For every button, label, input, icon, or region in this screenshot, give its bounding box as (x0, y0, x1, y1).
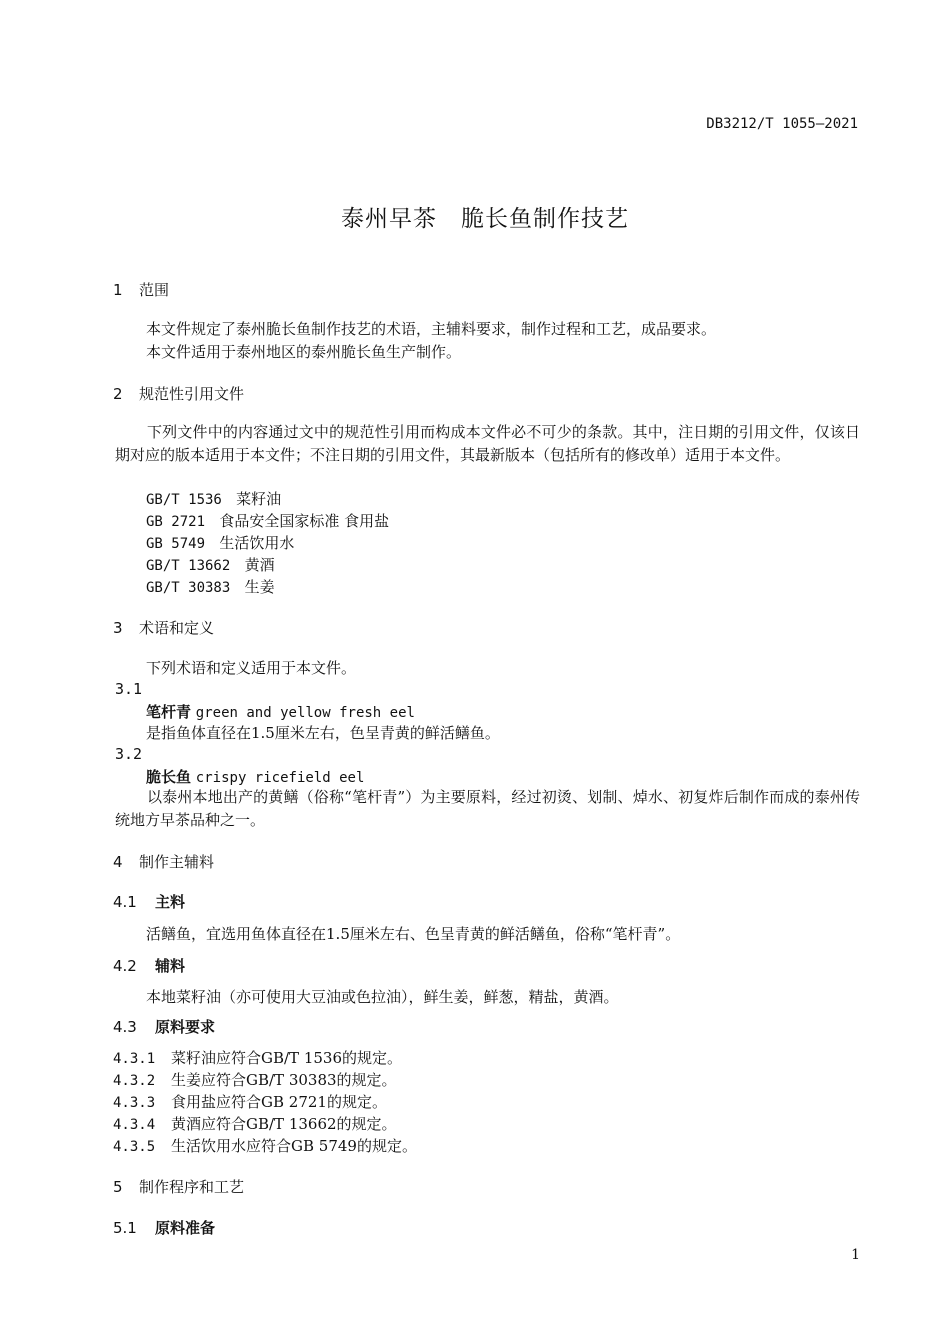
document-number: DB3212/T 1055—2021 (706, 116, 858, 132)
reference-name: 黄酒 (244, 556, 275, 574)
subsection-4-2-heading (113, 955, 185, 976)
reference-code: GB/T 1536 (146, 492, 222, 508)
section-1-heading (113, 279, 169, 300)
requirement-number: 4.3.5 (113, 1139, 156, 1155)
section-3-heading (113, 617, 214, 638)
term-number: 3.2 (115, 745, 143, 763)
reference-item (146, 532, 294, 553)
term-chinese: 脆长鱼 (146, 768, 192, 786)
term-entry (146, 766, 364, 787)
reference-name: 生姜 (244, 578, 275, 596)
requirement-item (113, 1113, 397, 1134)
paragraph: 活鳝鱼，宜选用鱼体直径在1.5厘米左右、色呈青黄的鲜活鳝鱼，俗称“笔杆青”。 (146, 925, 681, 943)
reference-code: GB 5749 (146, 536, 206, 552)
subsection-title: 原料准备 (155, 1219, 216, 1237)
requirement-text: 菜籽油应符合GB/T 1536的规定。 (171, 1049, 403, 1067)
subsection-5-1-heading (113, 1217, 215, 1238)
section-title: 范围 (139, 281, 170, 299)
requirement-text: 黄酒应符合GB/T 13662的规定。 (171, 1115, 397, 1133)
term-chinese: 笔杆青 (146, 703, 192, 721)
section-5-heading (113, 1176, 244, 1197)
subsection-title: 辅料 (155, 957, 186, 975)
requirement-item (113, 1091, 387, 1112)
requirement-number: 4.3.2 (113, 1073, 156, 1089)
term-entry (146, 701, 415, 722)
reference-name: 食品安全国家标准 食用盐 (219, 512, 390, 530)
section-number: 4 (113, 853, 123, 871)
requirement-item (113, 1047, 402, 1068)
section-number: 3 (113, 619, 123, 637)
reference-item (146, 576, 275, 597)
document-title: 泰州早茶 脆长鱼制作技艺 (341, 206, 629, 232)
subsection-number: 4.2 (113, 957, 137, 975)
requirement-text: 生姜应符合GB/T 30383的规定。 (171, 1071, 397, 1089)
section-title: 规范性引用文件 (139, 385, 245, 403)
section-title: 制作主辅料 (139, 853, 215, 871)
section-4-heading (113, 851, 214, 872)
requirement-text: 食用盐应符合GB 2721的规定。 (171, 1093, 387, 1111)
paragraph: 本文件规定了泰州脆长鱼制作技艺的术语，主辅料要求，制作过程和工艺，成品要求。 (146, 320, 717, 338)
reference-code: GB/T 13662 (146, 558, 231, 574)
subsection-4-1-heading (113, 891, 185, 912)
requirement-number: 4.3.3 (113, 1095, 156, 1111)
section-title: 术语和定义 (139, 619, 215, 637)
requirement-item (113, 1135, 417, 1156)
requirement-text: 生活饮用水应符合GB 5749的规定。 (171, 1137, 417, 1155)
requirement-number: 4.3.1 (113, 1051, 156, 1067)
section-number: 1 (113, 281, 123, 299)
subsection-title: 主料 (155, 893, 186, 911)
subsection-number: 4.3 (113, 1018, 137, 1036)
reference-item (146, 510, 389, 531)
term-number: 3.1 (115, 680, 143, 698)
requirement-number: 4.3.4 (113, 1117, 156, 1133)
reference-code: GB 2721 (146, 514, 206, 530)
term-definition: 以泰州本地出产的黄鳝（俗称“笔杆青”）为主要原料，经过初烫、划制、焯水、初复炸后制作而成的泰州传统地方早茶品种之一。 (115, 788, 860, 829)
term-english: crispy ricefield eel (195, 770, 365, 786)
section-number: 5 (113, 1178, 123, 1196)
subsection-number: 5.1 (113, 1219, 137, 1237)
reference-name: 生活饮用水 (219, 534, 295, 552)
term-english: green and yellow fresh eel (195, 705, 415, 721)
paragraph: 本地菜籽油（亦可使用大豆油或色拉油），鲜生姜，鲜葱，精盐，黄酒。 (146, 988, 619, 1006)
page-number: 1 (851, 1247, 860, 1263)
paragraph: 下列术语和定义适用于本文件。 (146, 659, 357, 677)
requirement-item (113, 1069, 397, 1090)
reference-item (146, 554, 275, 575)
reference-item (146, 488, 281, 509)
section-title: 制作程序和工艺 (139, 1178, 245, 1196)
paragraph: 本文件适用于泰州地区的泰州脆长鱼生产制作。 (146, 343, 462, 361)
subsection-title: 原料要求 (155, 1018, 216, 1036)
term-definition: 是指鱼体直径在1.5厘米左右，色呈青黄的鲜活鳝鱼。 (146, 724, 500, 742)
section-number: 2 (113, 385, 123, 403)
paragraph: 下列文件中的内容通过文中的规范性引用而构成本文件必不可少的条款。其中，注日期的引用文件，仅该日期对应的版本适用于本文件；不注日期的引用文件，其最新版本（包括所有的修改单）适用于本文件。 (115, 423, 860, 464)
subsection-4-3-heading (113, 1016, 215, 1037)
section-2-heading (113, 383, 244, 404)
reference-code: GB/T 30383 (146, 580, 231, 596)
subsection-number: 4.1 (113, 893, 137, 911)
reference-name: 菜籽油 (236, 490, 282, 508)
